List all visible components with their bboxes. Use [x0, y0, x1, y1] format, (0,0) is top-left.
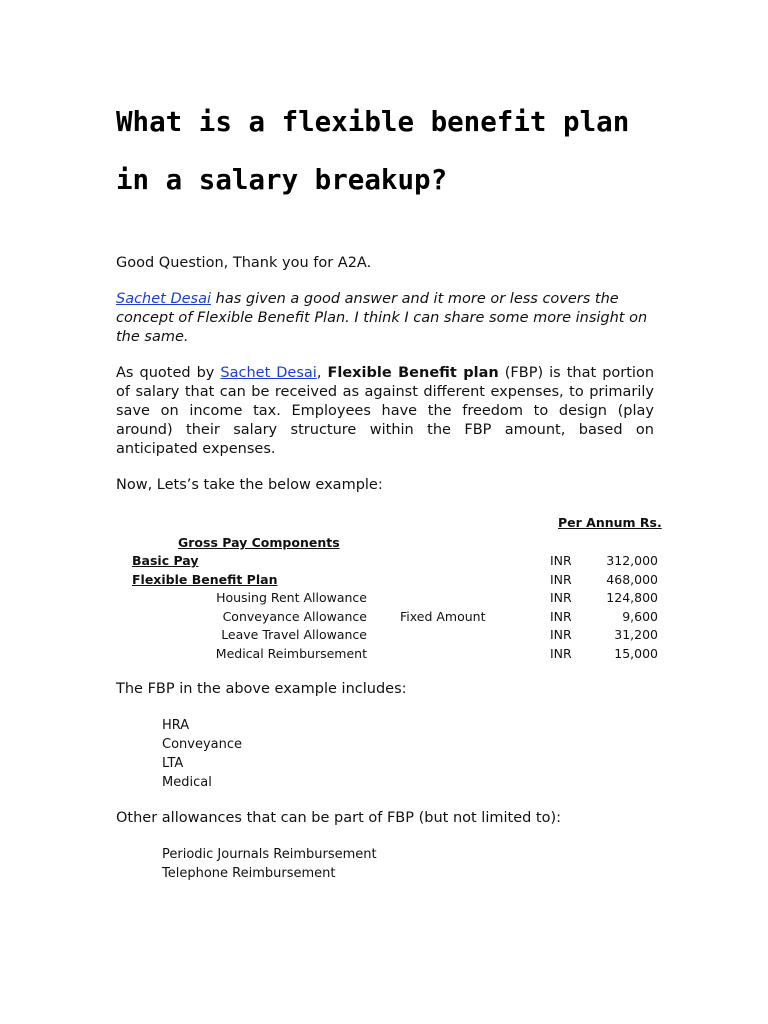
basic-pay-amount: 312,000 [606, 553, 658, 568]
list-item: Telephone Reimbursement [162, 866, 336, 881]
sachet-paragraph-text: has given a good answer and it more or less covers the concept of Flexible Benefit Plan. I think I can share some more insight on the same. [116, 291, 648, 345]
fbp-term: Flexible Benefit plan [327, 365, 499, 381]
medical-label: Medical Reimbursement [215, 646, 367, 661]
page-title [116, 93, 676, 209]
definition-comma: , [316, 365, 328, 381]
list-item: Conveyance [162, 737, 243, 752]
conveyance-amount: 9,600 [622, 609, 658, 624]
definition-text: (FBP) is that portion of salary that can be received as against different expenses, to primarily save on income tax. Employees have the freedom to design (play around) their salary structure within the FBP amount, based on anticipated expenses. [116, 365, 655, 457]
conveyance-label: Conveyance Allowance [222, 609, 367, 624]
sachet-desai-link[interactable]: Sachet Desai [116, 291, 212, 307]
fbp-label: Flexible Benefit Plan [132, 572, 278, 587]
intro-paragraph: Good Question, Thank you for A2A. [116, 255, 372, 271]
lta-amount: 31,200 [614, 627, 658, 642]
lta-label: Leave Travel Allowance [221, 627, 367, 642]
sachet-paragraph [116, 290, 654, 347]
other-allowances-list [162, 845, 377, 883]
per-annum-header: Per Annum Rs. [558, 515, 662, 530]
fbp-amount: 468,000 [606, 572, 658, 587]
conveyance-currency: INR [550, 609, 572, 624]
lta-currency: INR [550, 627, 572, 642]
definition-prefix: As quoted by [116, 365, 221, 381]
medical-amount: 15,000 [614, 646, 658, 661]
fbp-components-list [162, 716, 242, 792]
hra-amount: 124,800 [606, 590, 658, 605]
hra-currency: INR [550, 590, 572, 605]
list-item: Periodic Journals Reimbursement [162, 847, 377, 862]
list-item: HRA [162, 718, 190, 733]
definition-paragraph [116, 364, 654, 459]
fbp-currency: INR [550, 572, 572, 587]
basic-pay-currency: INR [550, 553, 572, 568]
fbp-includes-paragraph: The FBP in the above example includes: [116, 681, 407, 697]
salary-table [116, 510, 666, 670]
title-line-2: in a salary breakup? [116, 164, 448, 196]
list-item: Medical [162, 775, 212, 790]
basic-pay-label: Basic Pay [132, 553, 199, 568]
gross-pay-header: Gross Pay Components [178, 535, 340, 550]
fixed-amount-note: Fixed Amount [400, 609, 486, 624]
title-line-1: What is a flexible benefit plan [116, 106, 630, 138]
other-allowances-paragraph: Other allowances that can be part of FBP (but not limited to): [116, 810, 562, 826]
list-item: LTA [162, 756, 184, 771]
sachet-desai-link-2[interactable]: Sachet Desai [220, 365, 317, 381]
medical-currency: INR [550, 646, 572, 661]
example-intro: Now, Lets’s take the below example: [116, 477, 383, 493]
hra-label: Housing Rent Allowance [216, 590, 367, 605]
